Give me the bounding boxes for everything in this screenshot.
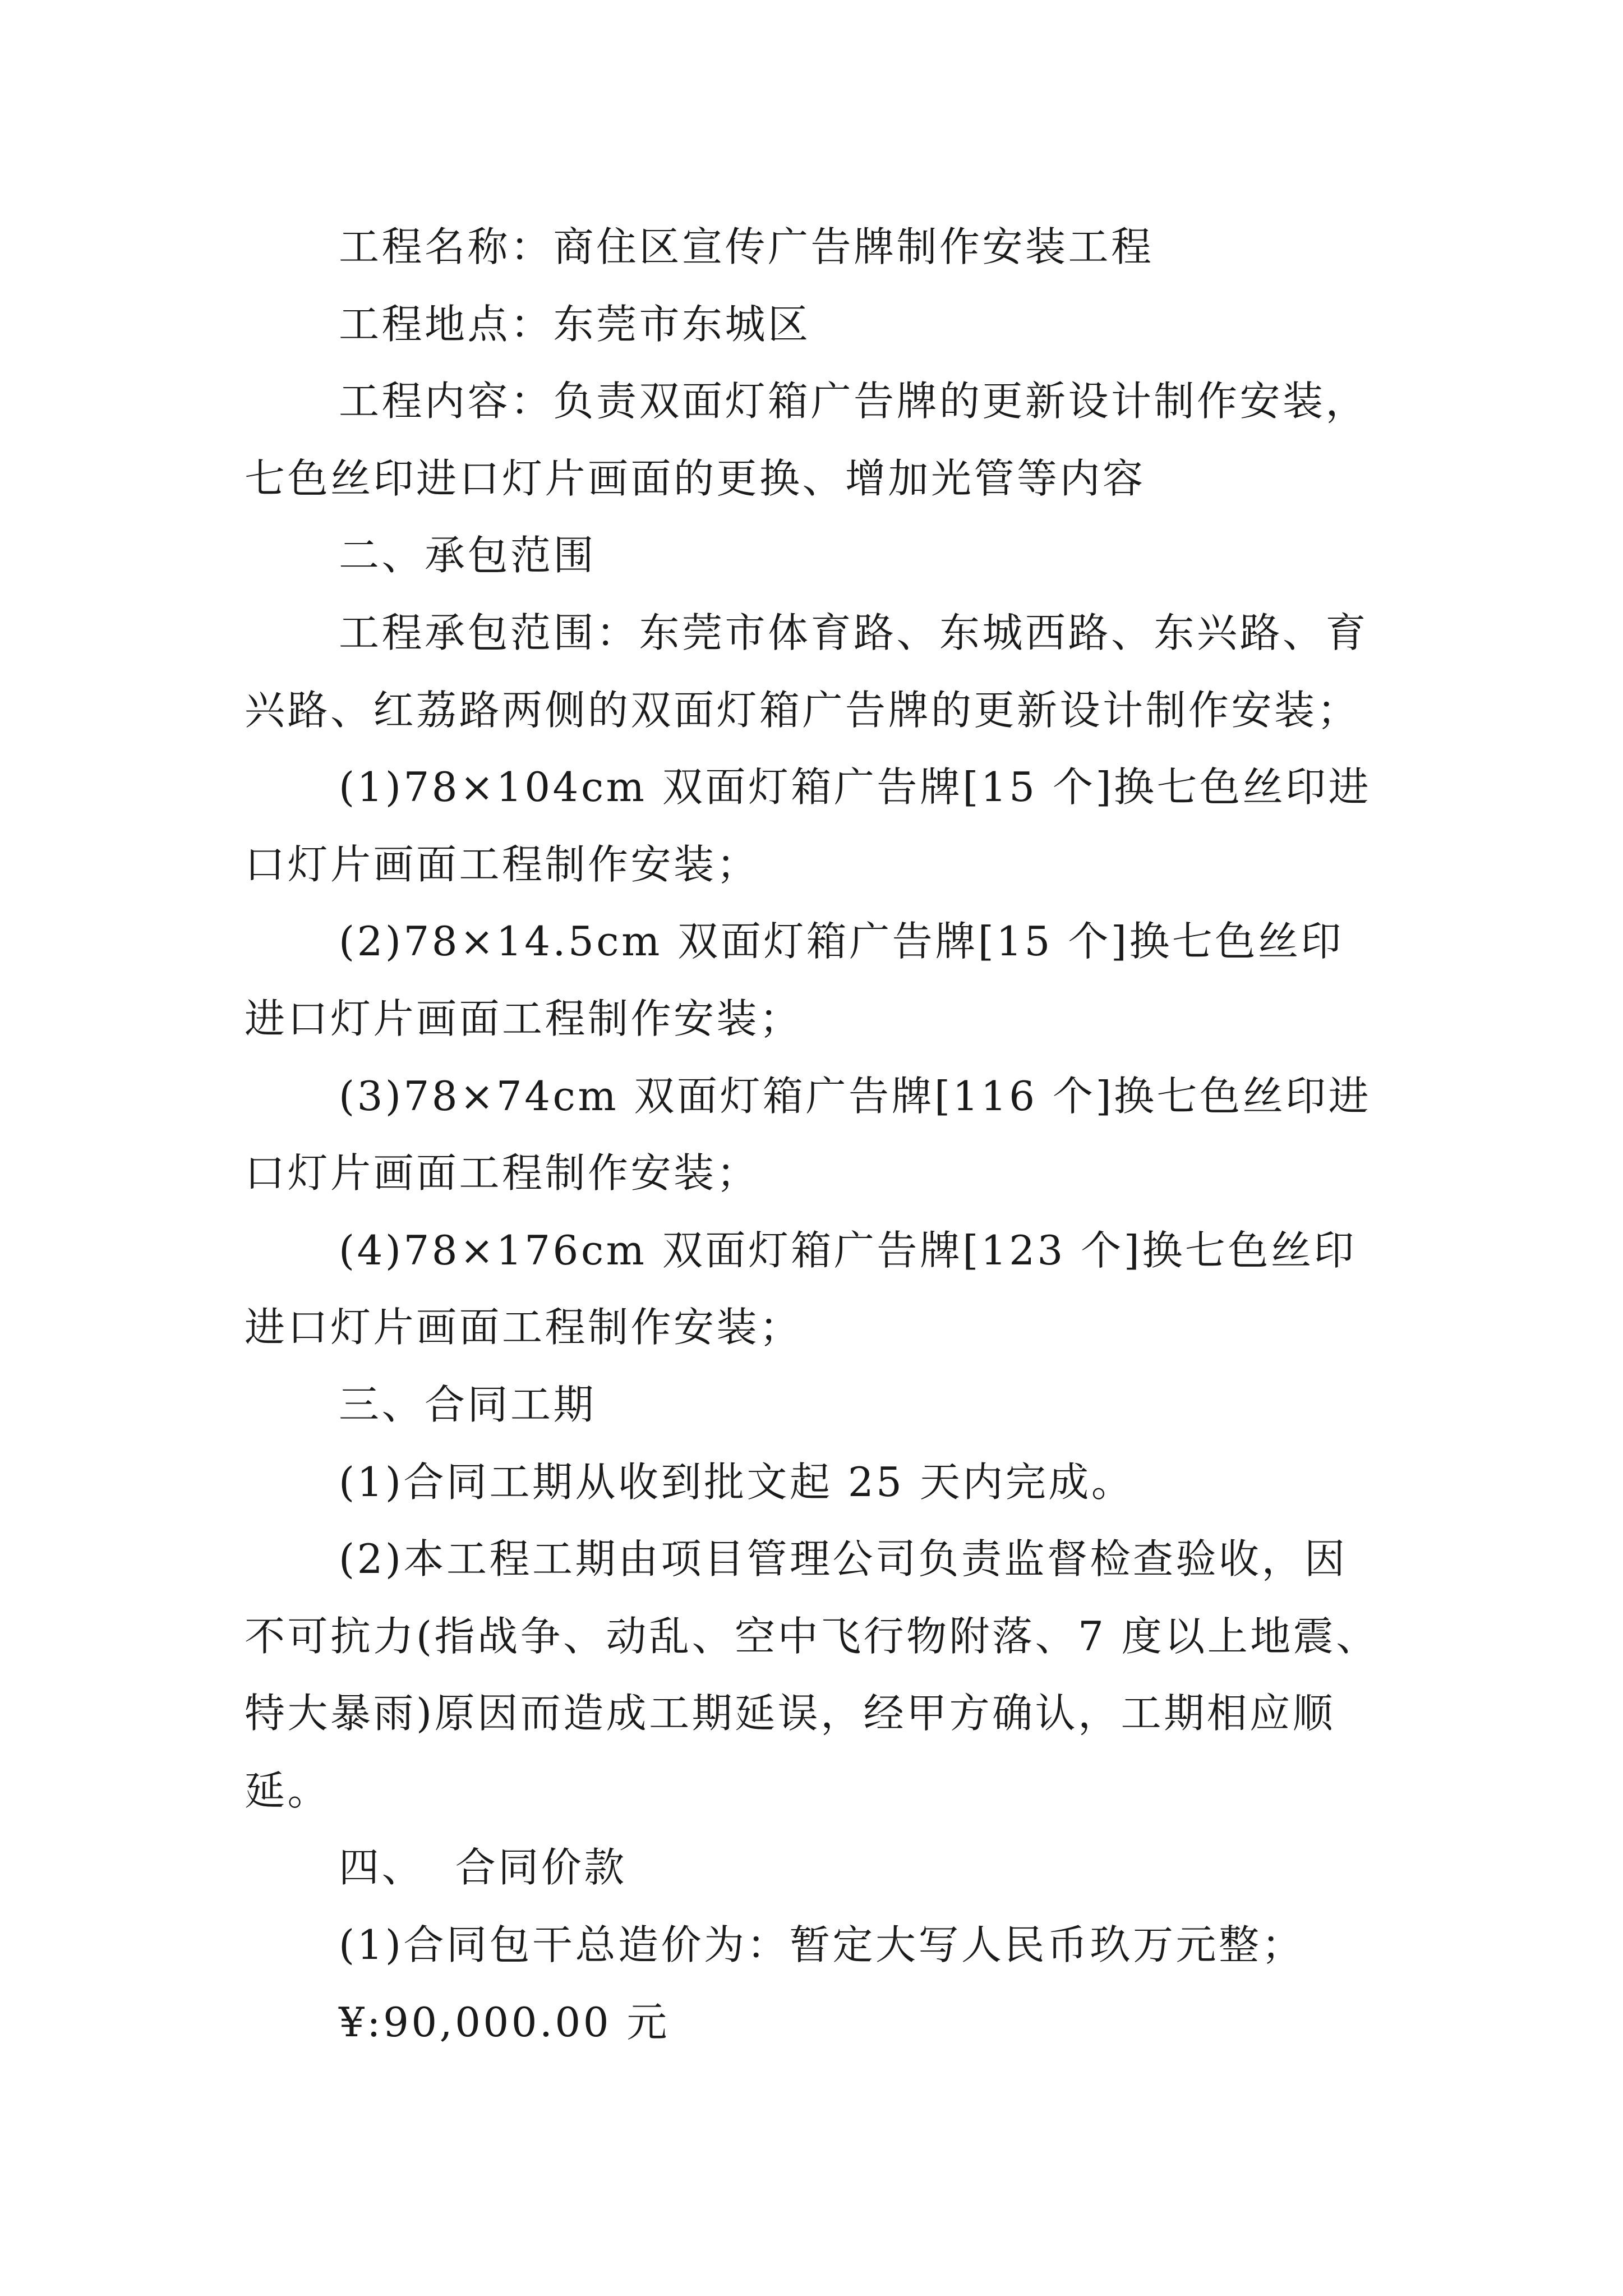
project-content-paragraph: 工程内容：负责双面灯箱广告牌的更新设计制作安装，七色丝印进口灯片画面的更换、增加光管等内容 — [245, 378, 1369, 502]
scope-item-2: (2)78×14.5cm 双面灯箱广告牌[15 个]换七色丝印进口灯片画面工程制作安装； — [245, 918, 1344, 1042]
duration-item-1: (1)合同工期从收到批文起 25 天内完成。 — [339, 1458, 1135, 1506]
document-body — [245, 209, 1383, 2061]
project-name-line: 工程名称：商住区宣传广告牌制作安装工程 — [339, 223, 1154, 270]
section-heading-scope: 二、承包范围 — [339, 532, 597, 579]
section-heading-price: 四、 合同价款 — [339, 1844, 627, 1892]
duration-item-2: (2)本工程工期由项目管理公司负责监督检查验收，因不可抗力(指战争、动乱、空中飞行物附落、7 度以上地震、特大暴雨)原因而造成工期延误，经甲方确认，工期相应顺延。 — [245, 1535, 1379, 1814]
project-location-line: 工程地点：东莞市东城区 — [339, 300, 811, 348]
price-item-1: (1)合同包干总造价为：暂定大写人民币玖万元整； — [339, 1921, 1304, 1969]
scope-item-3: (3)78×74cm 双面灯箱广告牌[116 个]换七色丝印进口灯片画面工程制作安装； — [245, 1072, 1372, 1197]
scope-item-1: (1)78×104cm 双面灯箱广告牌[15 个]换七色丝印进口灯片画面工程制作安装； — [245, 763, 1372, 888]
section-heading-duration: 三、合同工期 — [339, 1381, 597, 1428]
price-amount: ¥:90,000.00 元 — [339, 1998, 670, 2046]
scope-paragraph: 工程承包范围：东莞市体育路、东城西路、东兴路、育兴路、红荔路两侧的双面灯箱广告牌的更新设计制作安装； — [245, 609, 1369, 734]
scope-item-4: (4)78×176cm 双面灯箱广告牌[123 个]换七色丝印进口灯片画面工程制作安装； — [245, 1226, 1357, 1351]
